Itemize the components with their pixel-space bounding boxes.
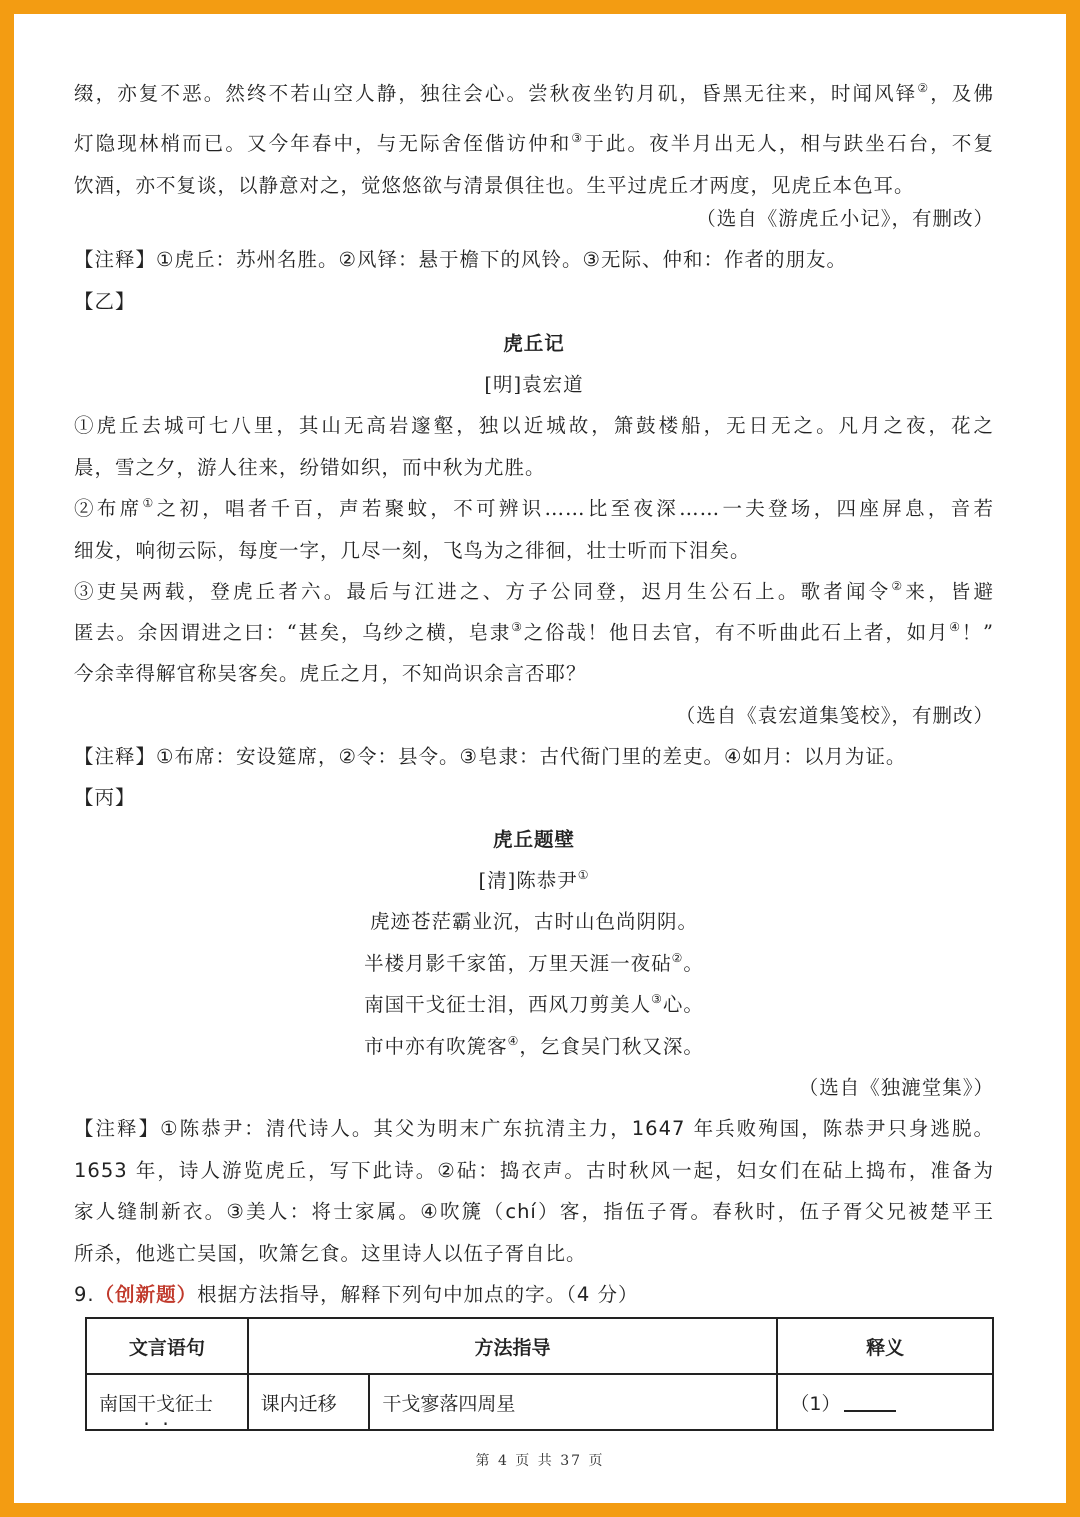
table-header: 释义 <box>777 1318 993 1374</box>
text-line: ③吏吴两载，登虎丘者六。最后与江进之、方子公同登，迟月生公石上。歌者闻令②来，皆避 <box>74 579 994 603</box>
poem-title: 虎丘题壁 <box>492 828 575 851</box>
method-cell: 课内迁移 <box>248 1374 370 1430</box>
footnote: 1653 年，诗人游览虎丘，写下此诗。②砧：捣衣声。古时秋风一起，妇女们在砧上捣布，准备为 <box>74 1159 994 1182</box>
table-header-row <box>86 1318 993 1374</box>
table-header: 方法指导 <box>248 1318 778 1374</box>
text-line: ①虎丘去城可七八里，其山无高岩邃壑，独以近城故，箫鼓楼船，无日无之。凡月之夜，花之 <box>74 414 994 437</box>
question-table <box>85 1317 994 1431</box>
author-line: [明]袁宏道 <box>484 373 584 396</box>
section-label-bing: 【丙】 <box>74 786 136 809</box>
text-line: 饮酒，亦不复谈，以静意对之，觉悠悠欲与清景俱往也。生平过虎丘才两度，见虎丘本色耳。 <box>74 174 915 197</box>
source-citation: （选自《游虎丘小记》，有删改） <box>696 207 994 230</box>
poem-line: 南国干戈征士泪，西风刀剪美人③心。 <box>364 992 704 1016</box>
table-header: 文言语句 <box>86 1318 248 1374</box>
sentence-cell: 南国干戈征士 <box>86 1374 248 1430</box>
text-line: 今余幸得解官称吴客矣。虎丘之月，不知尚识余言否耶？ <box>74 662 587 685</box>
section-label-yi: 【乙】 <box>74 290 136 313</box>
source-citation: （选自《独漉堂集》） <box>798 1076 994 1099</box>
footnote: 家人缝制新衣。③美人：将士家属。④吹篪（chí）客，指伍子胥。春秋时，伍子胥父兄被楚平王 <box>74 1200 994 1223</box>
poem-line: 市中亦有吹箎客④，乞食吴门秋又深。 <box>364 1034 704 1058</box>
page-footer: 第 4 页 共 37 页 <box>475 1453 605 1469</box>
source-citation: （选自《袁宏道集笺校》，有删改） <box>675 704 994 727</box>
footnote: 【注释】①布席：安设筵席，②令：县令。③皂隶：古代衙门里的差吏。④如月：以月为证。 <box>74 745 907 768</box>
author-line: [清]陈恭尹① <box>478 868 590 892</box>
poem-title: 虎丘记 <box>503 332 565 355</box>
text-line: 灯隐现林梢而已。又今年春中，与无际舍侄偕访仲和③于此。夜半月出无人，相与趺坐石台，不复 <box>74 131 994 155</box>
question-tag: （创新题） <box>94 1283 198 1306</box>
poem-line: 虎迹苍茫霸业沉，古时山色尚阴阴。 <box>369 910 698 933</box>
answer-blank[interactable] <box>844 1396 896 1412</box>
footnote: 【注释】①陈恭尹：清代诗人。其父为明末广东抗清主力，1647 年兵败殉国，陈恭尹只身逃脱。 <box>74 1117 994 1140</box>
poem-line: 半楼月影千家笛，万里天涯一夜砧②。 <box>364 951 704 975</box>
table-row <box>86 1374 993 1430</box>
answer-cell[interactable]: （1） <box>777 1374 993 1430</box>
dotted-char: 干 <box>137 1392 157 1415</box>
text-line: 缀，亦复不恶。然终不若山空人静，独往会心。尝秋夜坐钓月矶，昏黑无往来，时闻风铎②，及佛 <box>74 81 994 105</box>
question-number: 9. <box>74 1283 95 1306</box>
text-line: 细发，响彻云际，每度一字，几尽一刻，飞鸟为之徘徊，壮士听而下泪矣。 <box>74 539 751 562</box>
footnote: 【注释】①虎丘：苏州名胜。②风铎：悬于檐下的风铃。③无际、仲和：作者的朋友。 <box>74 248 847 271</box>
example-cell: 干戈寥落四周星 <box>369 1374 777 1430</box>
question-text: 根据方法指导，解释下列句中加点的字。（4 分） <box>197 1283 639 1306</box>
footnote: 所杀，他逃亡吴国，吹箫乞食。这里诗人以伍子胥自比。 <box>74 1242 587 1265</box>
text-line: 晨，雪之夕，游人往来，纷错如织，而中秋为尤胜。 <box>74 456 546 479</box>
text-line: 匿去。余因谓进之曰：“甚矣，乌纱之横，皂隶③之俗哉！他日去官，有不听曲此石上者，如月④！” <box>74 620 994 644</box>
question-prompt <box>74 1279 994 1307</box>
text-line: ②布席①之初，唱者千百，声若聚蚊，不可辨识……比至夜深……一夫登场，四座屏息，音若 <box>74 496 994 520</box>
dotted-char: 戈 <box>156 1392 176 1415</box>
